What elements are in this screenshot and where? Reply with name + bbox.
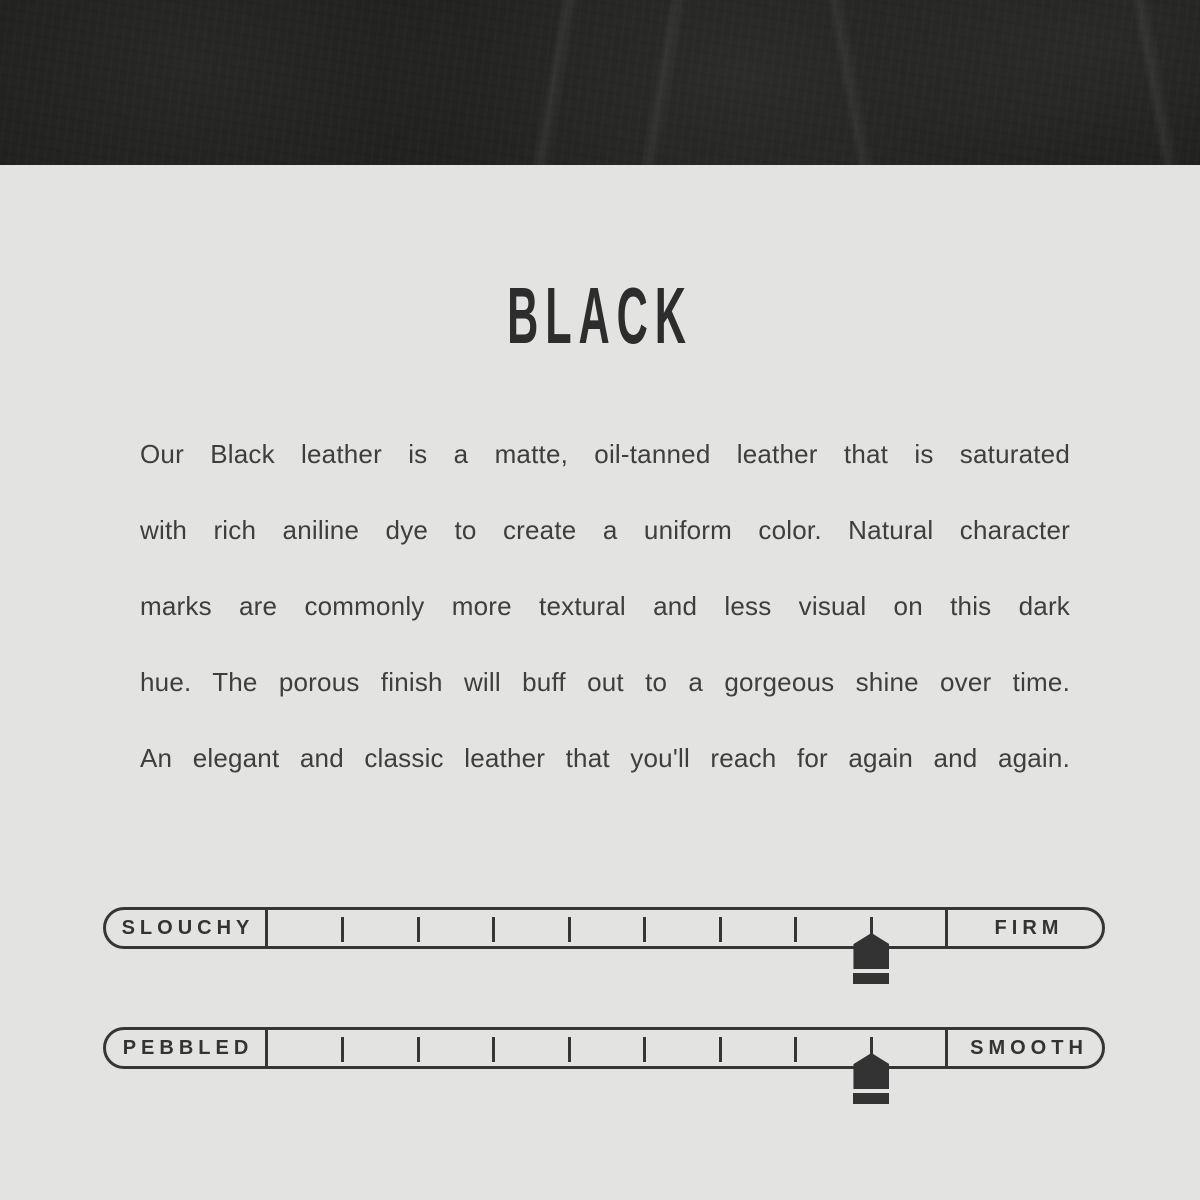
- scale-divider-left: [265, 909, 268, 947]
- marker-base: [853, 1093, 889, 1104]
- description-line: with rich aniline dye to create a uniform color. Natural character: [140, 515, 1070, 545]
- scale-label-pebbled: PEBBLED: [122, 1036, 254, 1059]
- structure-scale: [103, 907, 1105, 949]
- scale-marker-indicator: [853, 933, 889, 984]
- scale-tick: [794, 917, 797, 942]
- scale-divider-left: [265, 1029, 268, 1067]
- scale-tick: [417, 917, 420, 942]
- scale-tick: [643, 1037, 646, 1062]
- leather-texture-image: [0, 0, 1200, 165]
- scale-tick: [341, 1037, 344, 1062]
- description-line: hue. The porous finish will buff out to a gorgeous shine over time.: [140, 667, 1070, 697]
- scale-label-firm: FIRM: [994, 916, 1064, 939]
- scale-marker-indicator: [853, 1053, 889, 1104]
- scale-label-smooth: SMOOTH: [970, 1036, 1088, 1059]
- scale-tick: [568, 917, 571, 942]
- scale-label-slouchy: SLOUCHY: [121, 916, 255, 939]
- description-line: marks are commonly more textural and less visual on this dark: [140, 591, 1070, 621]
- description-line: Our Black leather is a matte, oil-tanned leather that is saturated: [140, 439, 1070, 469]
- scale-tick: [719, 1037, 722, 1062]
- description-line: An elegant and classic leather that you'll reach for again and again.: [140, 743, 1070, 773]
- scale-tick: [794, 1037, 797, 1062]
- scale-tick: [492, 917, 495, 942]
- marker-pointer-icon: [853, 933, 889, 969]
- scale-tick: [643, 917, 646, 942]
- grain-scale: [103, 1027, 1105, 1069]
- marker-pointer-icon: [853, 1053, 889, 1089]
- marker-base: [853, 973, 889, 984]
- page-title: BLACK: [507, 271, 693, 360]
- description-paragraph: [140, 416, 1070, 796]
- scale-tick: [492, 1037, 495, 1062]
- scale-tick: [341, 917, 344, 942]
- scale-tick: [719, 917, 722, 942]
- scale-tick: [568, 1037, 571, 1062]
- scale-tick: [417, 1037, 420, 1062]
